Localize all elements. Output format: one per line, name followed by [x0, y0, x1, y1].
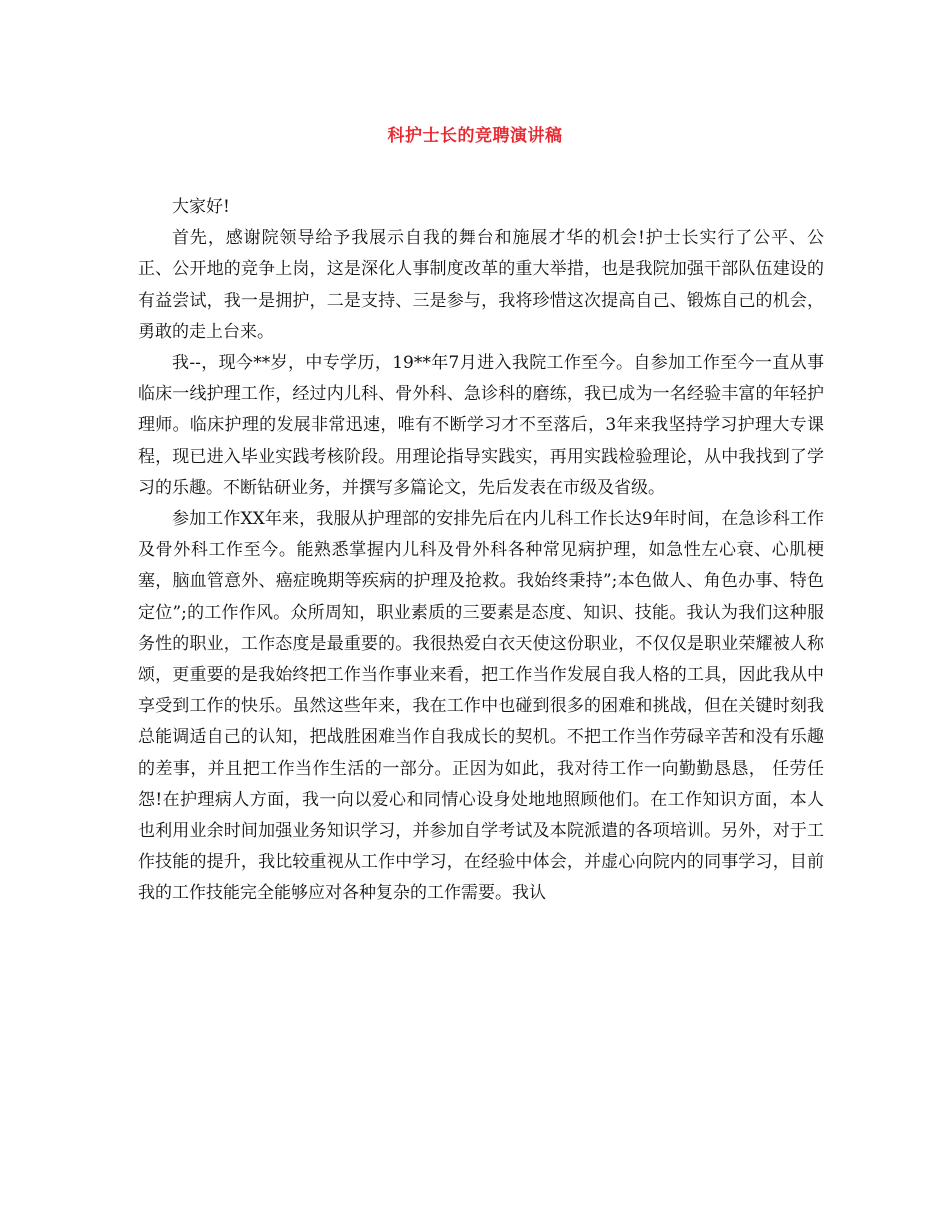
paragraph-background: 我--，现今**岁，中专学历，19**年7月进入我院工作至今。自参加工作至今一直从事临床一线护理工作，经过内儿科、骨外科、急诊科的磨练，我已成为一名经验丰富的年轻护理师。临床护理的发展非常迅速，唯有不断学习才不至落后，3年来我坚持学习护理大专课程，现已进入毕业实践考核阶段。用理论指导实践实，再用实践检验理论，从中我找到了学习的乐趣。不断钻研业务，并撰写多篇论文，先后发表在市级及省级。 [138, 353, 824, 498]
document-body [138, 192, 824, 910]
paragraph-greeting: 大家好! [172, 197, 230, 217]
paragraph-introduction: 首先，感谢院领导给予我展示自我的舞台和施展才华的机会!护士长实行了公平、公正、公开地的竞争上岗，这是深化人事制度改革的重大举措，也是我院加强干部队伍建设的有益尝试，我一是拥护，二是支持、三是参与，我将珍惜这次提高自己、锻炼自己的机会，勇敢的走上台来。 [138, 228, 824, 342]
paragraph-experience: 参加工作XX年来，我服从护理部的安排先后在内儿科工作长达9年时间，在急诊科工作及骨外科工作至今。能熟悉掌握内儿科及骨外科各种常见病护理，如急性左心衰、心肌梗塞，脑血管意外、癌症晚期等疾病的护理及抢救。我始终秉持”;本色做人、角色办事、特色定位”;的工作作风。众所周知，职业素质的三要素是态度、知识、技能。我认为我们这种服务性的职业，工作态度是最重要的。我很热爱白衣天使这份职业，不仅仅是职业荣耀被人称颂，更重要的是我始终把工作当作事业来看，把工作当作发展自我人格的工具，因此我从中享受到工作的快乐。虽然这些年来，我在工作中也碰到很多的困难和挑战，但在关键时刻我总能调适自己的认知，把战胜困难当作自我成长的契机。不把工作当作劳碌辛苦和没有乐趣的差事，并且把工作当作生活的一部分。正因为如此，我对待工作一向勤勤恳恳， 任劳任怨!在护理病人方面，我一向以爱心和同情心设身处地地照顾他们。在工作知识方面，本人也利用业余时间加强业务知识学习，并参加自学考试及本院派遣的各项培训。另外，对于工作技能的提升，我比较重视从工作中学习，在经验中体会，并虚心向院内的同事学习，目前我的工作技能完全能够应对各种复杂的工作需要。我认 [138, 509, 824, 904]
document-title: 科护士长的竞聘演讲稿 [387, 126, 563, 146]
